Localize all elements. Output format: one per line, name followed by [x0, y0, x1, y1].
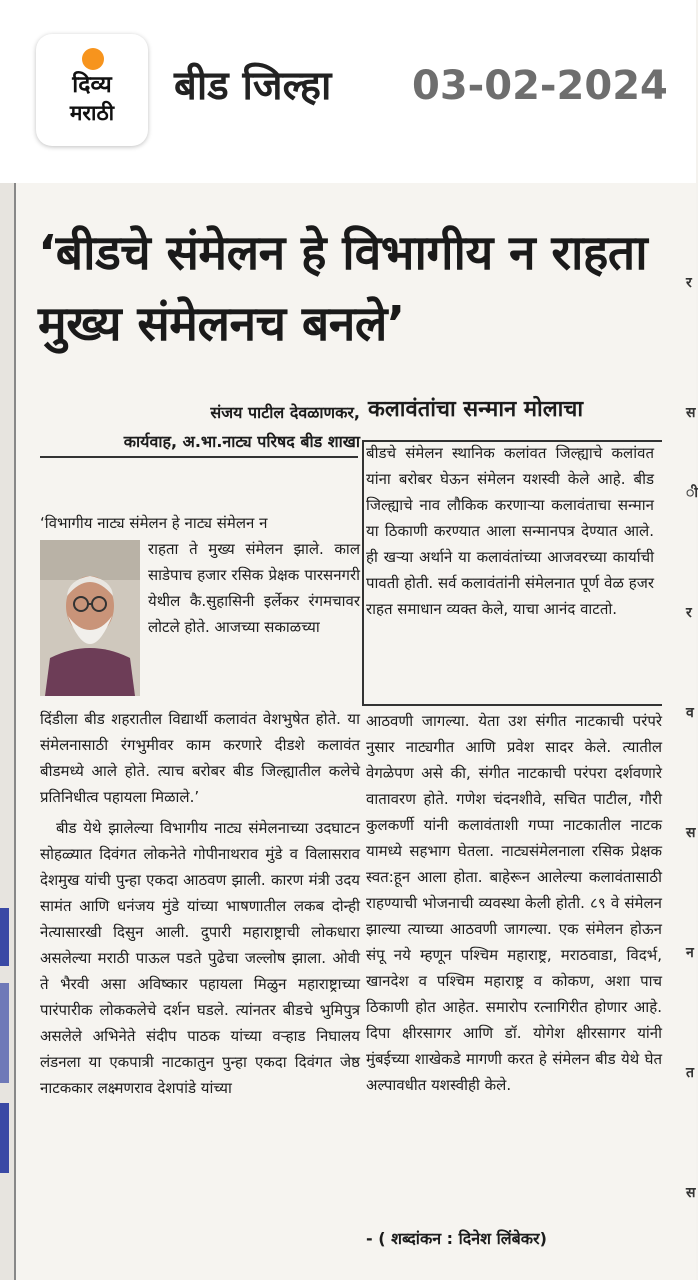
adjacent-clipping-edge [0, 183, 14, 1280]
clipping-border [14, 183, 16, 1280]
adjacent-column-fragment: र स ी र व स न त स [686, 275, 698, 1201]
author-photo [40, 540, 140, 696]
edition-date: 03-02-2024 [412, 63, 668, 109]
body-column-left: बीड येथे झालेल्या विभागीय नाट्य संमेलनाच्या उदघाटन सोहळ्यात दिवंगत लोकनेते गोपीनाथराव मुंडे व विलासराव देशमुख यांची पुन्हा एकदा आठवण झाली. कारण मंत्री उदय सामंत आणि धनंजय मुंडे यांच्या भाषणातील लकब दोन्ही नेत्यासारखी दिसुन आली. दुपारी महाराष्ट्राची लोकधारा असलेल्या मराठी पाऊल पडते पुढेचा जल्लोष झाला. ओवी ते भैरवी असा अविष्कार पहायला मिळुन महाराष्ट्राच्या पारंपारीक लोककलेचे दर्शन घडले. त्यांनतर बीडचे भुमिपुत्र असलेले अभिनेते संदीप पाठक यांच्या वऱ्हाड निघालय लंडनला या एकपात्री नाटकातुन पुन्हा एकदा दिवंगत जेष्ठ नाटककार लक्ष्मणराव देशपांडे यांच्या [40, 819, 360, 1097]
adjacent-image-fragment [0, 983, 9, 1083]
app-header [0, 0, 696, 183]
byline-name: संजय पाटील देवळाणकर, [210, 403, 360, 422]
sun-icon [82, 48, 104, 70]
logo-line2: मराठी [69, 101, 115, 125]
sidebar-text: बीडचे संमेलन स्थानिक कलांवत जिल्ह्याचे कलांवत यांना बरोबर घेऊन संमेलन यशस्वी केले आहे. बीड जिल्ह्याचे नाव लौकिक करणाऱ्या कलावंताचा सन्मान या ठिकाणी करण्यात आला सन्मानपत्र देण्यात आले. ही खऱ्या अर्थाने या कलावंतांच्या आजवरच्या कार्याची पावती होती. सर्व कलावंतांनी संमेलनात पूर्ण वेळ हजर राहत समाधान व्यक्त केले, याचा आनंद वाटतो. [366, 444, 654, 618]
intro-text: राहता ते मुख्य संमेलन झाले. काल साडेपाच हजार रसिक प्रेक्षक पारसनगरी येथील कै.सुहासिनी इर्लेकर रंगमचावर लोटले होते. आजच्या सकाळच्या [148, 540, 360, 636]
adjacent-image-fragment [0, 1103, 9, 1173]
divider [40, 456, 358, 458]
divider [362, 704, 662, 706]
byline-role: कार्यवाह, अ.भा.नाट्य परिषद बीड शाखा [123, 432, 360, 451]
sidebar-heading: कलावंतांचा सन्मान मोलाचा [368, 397, 584, 422]
byline [40, 398, 360, 456]
adjacent-image-fragment [0, 908, 9, 966]
divider [362, 442, 364, 704]
intro-text-line: ‘विभागीय नाट्य संमेलन हे नाट्य संमेलन न [40, 514, 268, 532]
article-credit: - ( शब्दांकन : दिनेश लिंबेकर) [366, 1229, 547, 1248]
logo-line1: दिव्य [72, 72, 112, 98]
divya-marathi-logo[interactable] [36, 34, 148, 146]
body-column-right: आठवणी जागल्या. येता उश संगीत नाटकाची परंपरे नुसार नाट्यगीत आणि प्रवेश सादर केले. त्यातील वेगळेपण असे की, संगीत नाटकाची परंपरा दर्शवणारे वातावरण होते. गणेश चंदनशीवे, सचित पाटील, गौरी कुलकर्णी यांनी कलावंताशी गप्पा नाटकातील नाटक यामध्ये सहभाग घेतला. नाट्यसंमेलनाला रसिक प्रेक्षक स्वत:हून आला होता. बाहेरून आलेल्या कलावंतासाठी राहण्याची भोजनाची व्यवस्था केली होती. ८९ वे संमेलन झाल्या त्याच्या आठवणी जागल्या. एक संमेलन होऊन संपू नये म्हणून पश्चिम महाराष्ट्र, मराठवाडा, विदर्भ, खानदेश व पश्चिम महाराष्ट्र व कोकण, अशा पाच ठिकाणी होत आहेत. समारोप रत्नागिरीत होणार आहे. दिपा क्षीरसागर आणि डॉ. योगेश क्षीरसागर यांनी मुंबईच्या शाखेकडे मागणी करत हे संमेलन बीड येथे घेत अल्पावधीत यशस्वीही केले. [366, 712, 662, 1094]
article-headline: ‘बीडचे संमेलन हे विभागीय न राहता मुख्य संमेलनच बनले’ [38, 225, 648, 352]
intro-text-continued: दिंडीला बीड शहरातील विद्यार्थी कलावंत वेशभुषेत होते. या संमेलनासाठी रंगभुमीवर काम करणारे दीडशे कलावंत बीडमध्ये आले होते. त्याच बरोबर बीड जिल्ह्यातील कलेचे प्रतिनिधीत्व पहायला मिळाले.’ [40, 710, 360, 806]
edition-title: बीड जिल्हा [174, 63, 332, 109]
